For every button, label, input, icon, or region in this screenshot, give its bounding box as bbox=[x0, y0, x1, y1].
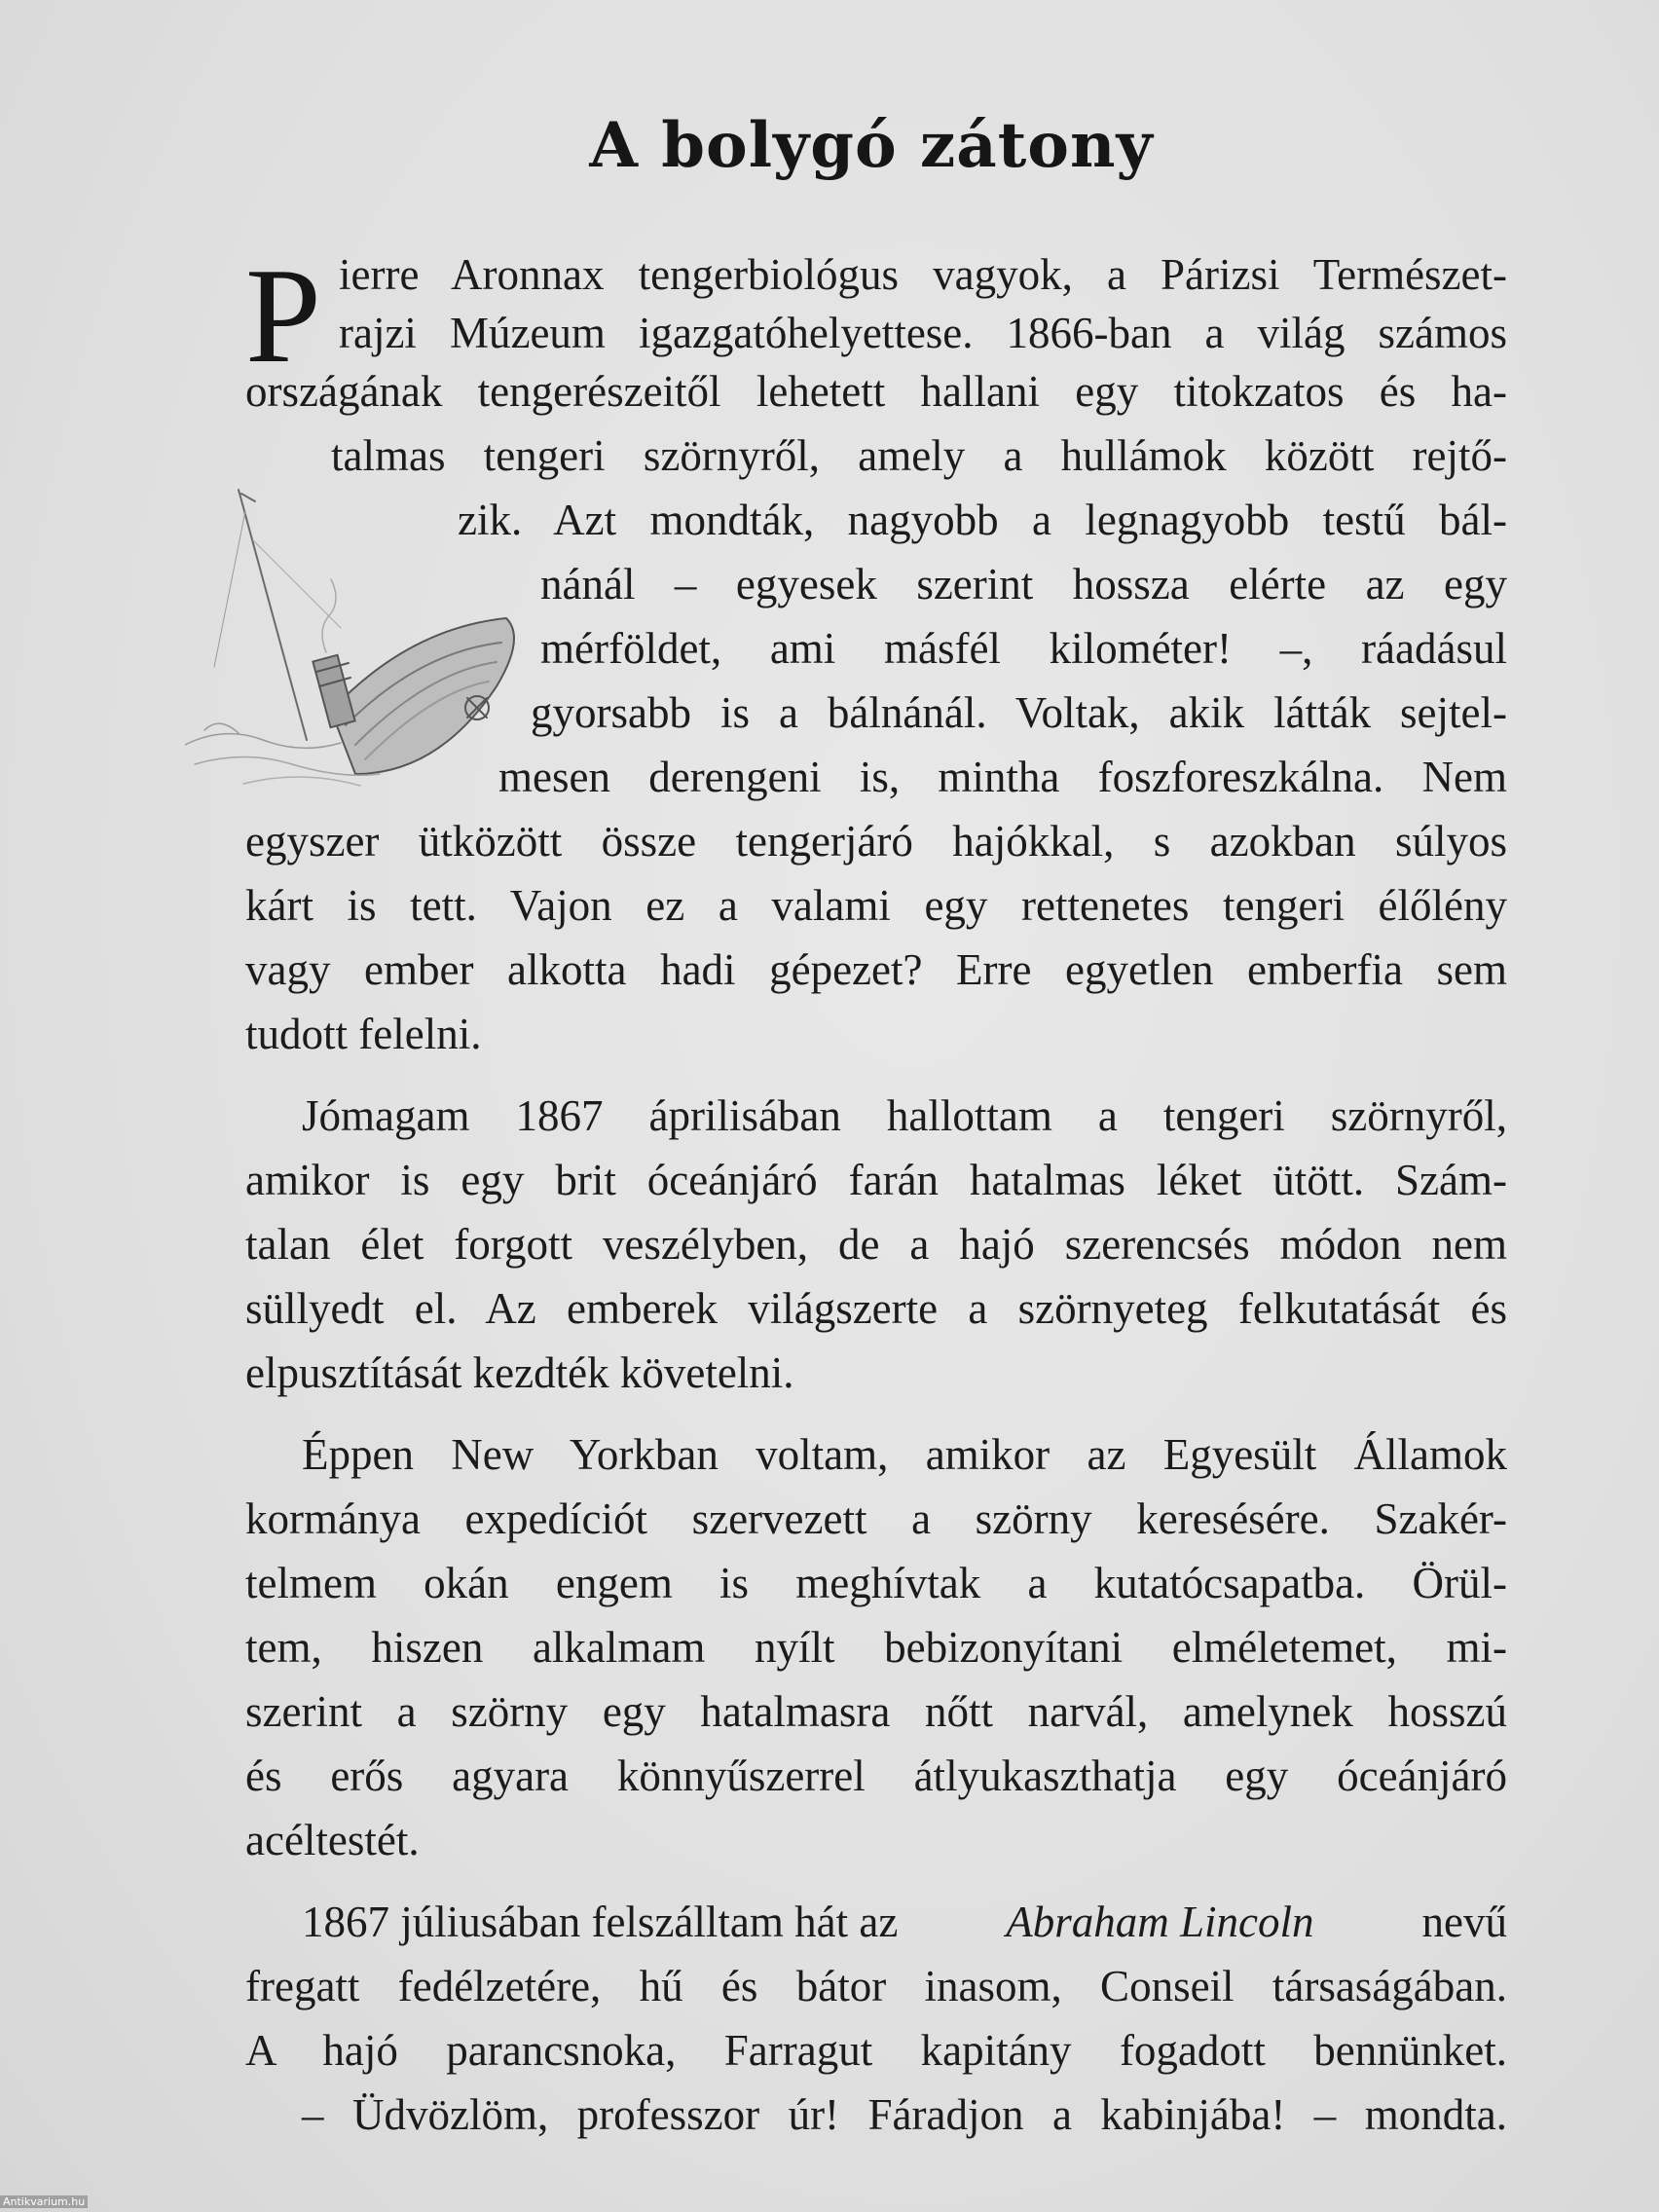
text-segment: 1867 júliusában felszálltam hát az bbox=[302, 1898, 899, 1946]
text-line: egyszer ütközött össze tengerjáró hajókkal, s azokban súlyos bbox=[245, 817, 1507, 866]
text-line: kormánya expedíciót szervezett a szörny keresésére. Szakér- bbox=[245, 1494, 1507, 1543]
watermark: Antikvarium.hu bbox=[0, 2195, 88, 2208]
text-line: kárt is tett. Vajon ez a valami egy rettenetes tengeri élőlény bbox=[245, 881, 1507, 930]
text-line: vagy ember alkotta hadi gépezet? Erre egyetlen emberfia sem bbox=[245, 945, 1507, 994]
text-line: tudott felelni. bbox=[245, 1010, 482, 1058]
text-line: Jómagam 1867 áprilisában hallottam a tengeri szörnyről, bbox=[302, 1091, 1507, 1140]
text-line: országának tengerészeitől lehetett hallani egy titokzatos és ha- bbox=[245, 367, 1507, 416]
text-line: nánál – egyesek szerint hossza elérte az egy bbox=[540, 560, 1507, 608]
text-line: amikor is egy brit óceánjáró farán hatalmas léket ütött. Szám- bbox=[245, 1156, 1507, 1204]
dialogue-line: – Üdvözlöm, professzor úr! Fáradjon a kabinjába! – mondta. bbox=[302, 2090, 1507, 2139]
text-line: acéltestét. bbox=[245, 1816, 420, 1864]
sinking-ship-illustration bbox=[185, 482, 521, 793]
text-line: és erős agyara könnyűszerrel átlyukaszthatja egy óceánjáró bbox=[245, 1751, 1507, 1800]
text-line: elpusztítását kezdték követelni. bbox=[245, 1348, 794, 1397]
text-line: mérföldet, ami másfél kilométer! –, ráadásul bbox=[540, 624, 1507, 673]
text-segment: nevű bbox=[1421, 1898, 1507, 1946]
text-line: gyorsabb is a bálnánál. Voltak, akik látták sejtel- bbox=[531, 688, 1507, 737]
text-line: zik. Azt mondták, nagyobb a legnagyobb testű bál- bbox=[458, 496, 1507, 544]
text-line: talmas tengeri szörnyről, amely a hullámok között rejtő- bbox=[331, 431, 1507, 480]
text-line: süllyedt el. Az emberek világszerte a szörnyeteg felkutatását és bbox=[245, 1284, 1507, 1333]
text-line: A hajó parancsnoka, Farragut kapitány fogadott bennünket. bbox=[245, 2026, 1507, 2075]
text-line: talan élet forgott veszélyben, de a hajó szerencsés módon nem bbox=[245, 1220, 1507, 1269]
text-line: tem, hiszen alkalmam nyílt bebizonyítani elméletemet, mi- bbox=[245, 1623, 1507, 1672]
text-line: szerint a szörny egy hatalmasra nőtt narvál, amelynek hosszú bbox=[245, 1687, 1507, 1736]
text-line: telmem okán engem is meghívtak a kutatócsapatba. Örül- bbox=[245, 1559, 1507, 1607]
text-line bbox=[302, 1893, 1507, 1951]
ship-name: Abraham Lincoln bbox=[1006, 1898, 1314, 1946]
text-line: ierre Aronnax tengerbiológus vagyok, a Párizsi Természet- bbox=[339, 250, 1507, 299]
drop-cap: P bbox=[245, 240, 321, 391]
text-line: fregatt fedélzetére, hű és bátor inasom, Conseil társaságában. bbox=[245, 1962, 1507, 2010]
chapter-title: A bolygó zátony bbox=[589, 109, 1154, 182]
text-line: Éppen New Yorkban voltam, amikor az Egyesült Államok bbox=[302, 1430, 1507, 1479]
text-line: mesen derengeni is, mintha foszforeszkálna. Nem bbox=[498, 753, 1507, 801]
text-line: rajzi Múzeum igazgatóhelyettese. 1866-ban a világ számos bbox=[339, 309, 1507, 357]
